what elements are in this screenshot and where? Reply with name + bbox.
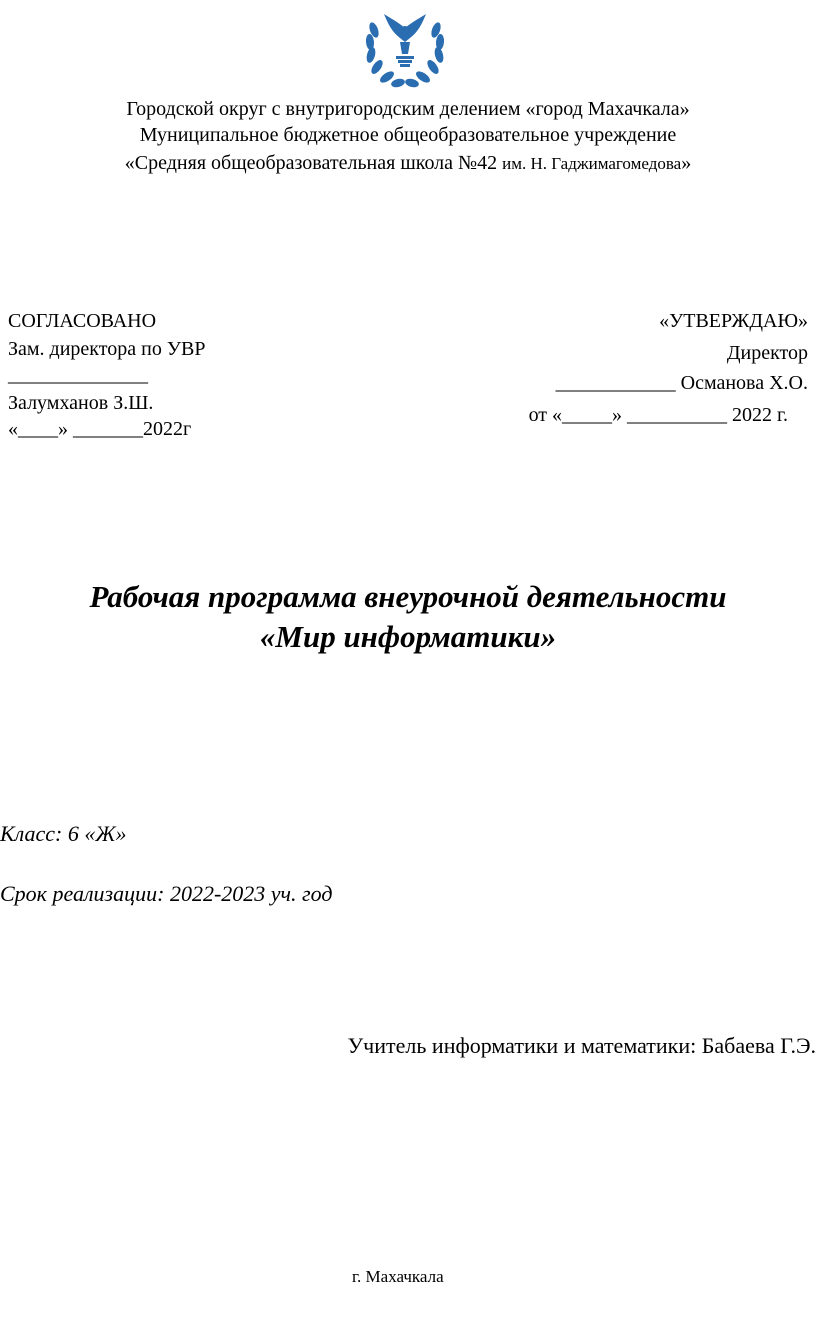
agreed-name: Залумханов З.Ш. [8, 392, 154, 414]
agreed-position: Зам. директора по УВР [8, 338, 206, 360]
header-line-1: Городской округ с внутригородским делением «город Махачкала» [126, 98, 690, 120]
school-name-end: » [681, 152, 692, 174]
header-line-2: Муниципальное бюджетное общеобразовательное учреждение [139, 124, 677, 146]
agreed-title: СОГЛАСОВАНО [8, 310, 157, 332]
city: г. Махачкала [352, 1267, 444, 1286]
period-info: Срок реализации: 2022-2023 уч. год [0, 881, 333, 906]
approved-date: от «_____» __________ 2022 г. [528, 404, 788, 426]
header-line-3 [0, 150, 816, 177]
teacher-info: Учитель информатики и математики: Бабаева Г.Э. [347, 1033, 816, 1058]
program-title-line-2: «Мир информатики» [259, 619, 557, 654]
school-honoree: им. Н. Гаджимагомедова [502, 154, 682, 173]
approved-title: «УТВЕРЖДАЮ» [659, 310, 808, 332]
class-info: Класс: 6 «Ж» [0, 821, 127, 846]
eagle-laurel-emblem-icon [360, 8, 450, 92]
approved-position: Директор [726, 342, 808, 364]
agreed-date: «____» _______2022г [8, 418, 192, 440]
school-name: «Средняя общеобразовательная школа №42 [124, 152, 498, 174]
agreed-signature-line: ______________ [8, 364, 148, 386]
program-title-line-1: Рабочая программа внеурочной деятельности [89, 579, 727, 614]
approved-signature-line: ____________ Османова Х.О. [555, 372, 808, 394]
emblem [360, 8, 450, 92]
